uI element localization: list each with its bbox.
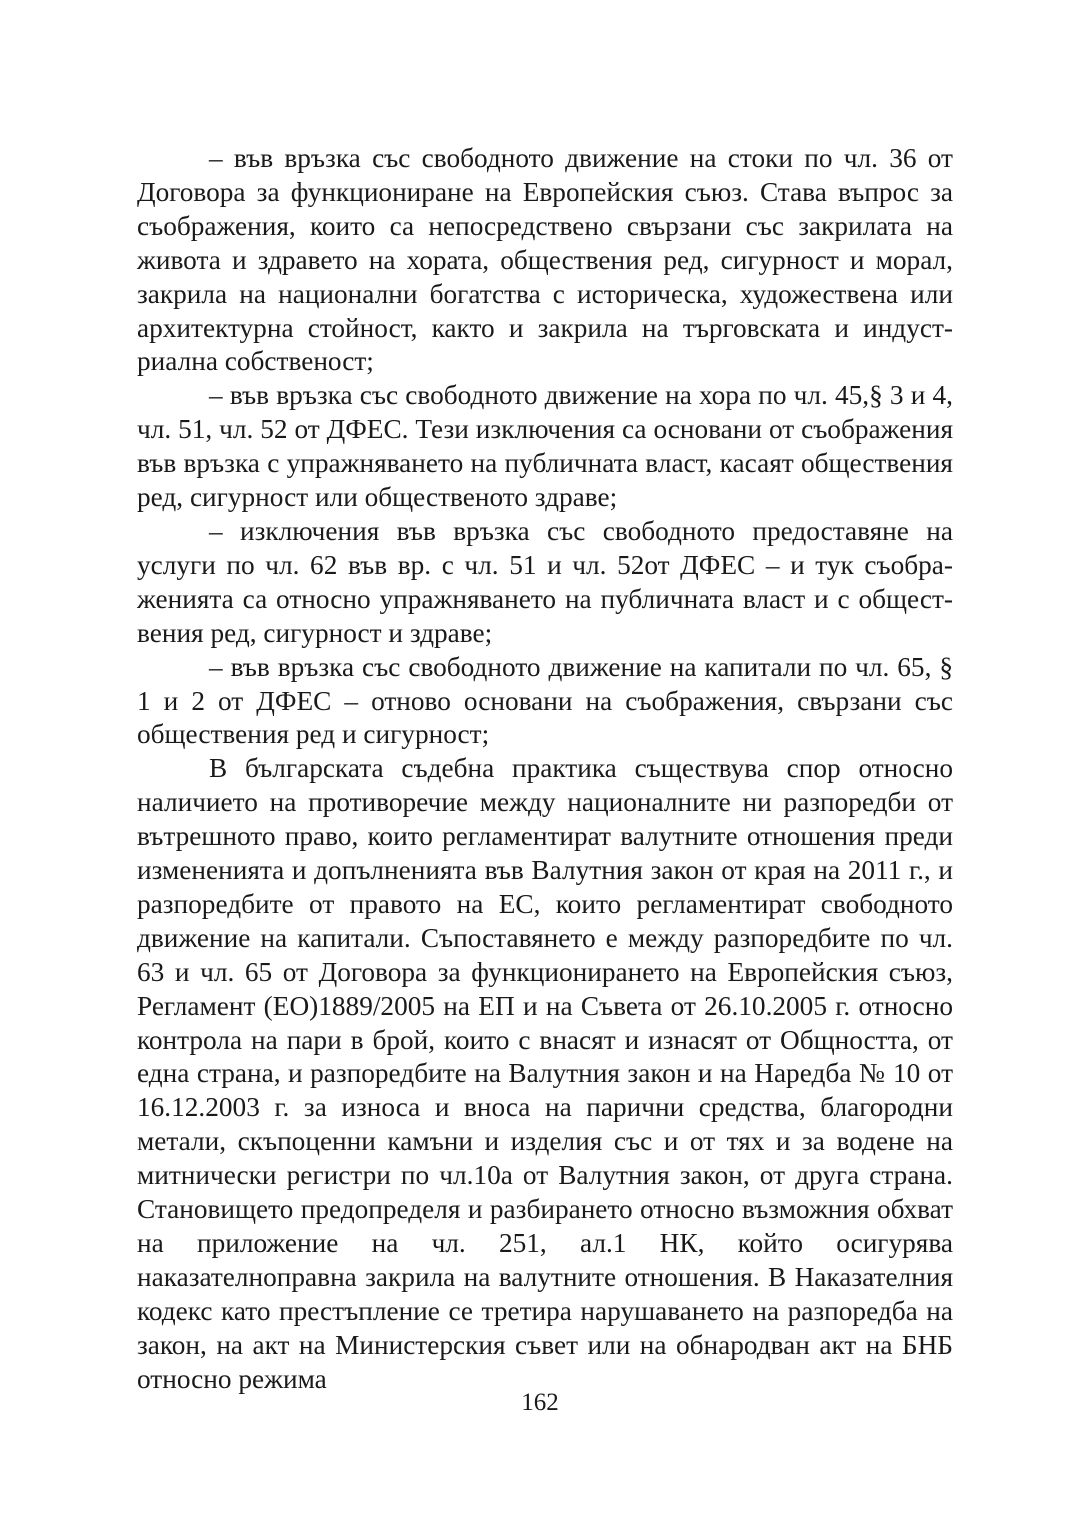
document-body xyxy=(137,142,953,1397)
page-number: 162 xyxy=(521,1389,559,1416)
paragraph-capital: – във връзка със свободното движение на капитали по чл. 65, § 1 и 2 от ДФЕС – отново основани на съображения, свързани със обществения ред и сигурност; xyxy=(137,651,953,750)
paragraph-goods: – във връзка със свободното движение на стоки по чл. 36 от Договора за функциониране на Европейския съюз. Става въпрос за съображения, които са непосредствено свързани със закрилата на живота и здравето на хората, обществения ред, сигурност и морал, закрила на национални богатства с историческа, художествена или архитектурна стойност, както и закрила на търговската и индустриална собственост; xyxy=(137,143,953,377)
paragraph-services: – изключения във връзка със свободното предоставяне на услуги по чл. 62 във вр. с чл. 51 и чл. 52от ДФЕС – и тук съображенията са относно упражняването на публичната власт и с обществения ред, сигурност и здраве; xyxy=(137,515,953,648)
paragraph-case-law: В българската съдебна практика съществува спор относно наличието на противоречие между националните ни разпоредби от вътрешното право, които регламентират валутните отношения преди измененията и допълненията във Валутния закон от края на 2011 г., и разпоредбите от правото на ЕС, които регламентират свободното движение на капитали. Съпоставянето е между разпоредбите по чл. 63 и чл. 65 от Договора за функционирането на Европейския съюз, Регламент (ЕО)1889/2005 на ЕП и на Съвета от 26.10.2005 г. относно контрола на пари в брой, които с внасят и изнасят от Общността, от една страна, и разпоредбите на Валутния закон и на Наредба № 10 от 16.12.2003 г. за износа и вноса на парични средства, благородни метали, скъпоценни камъни и изделия със и от тях и за водене на митнически регистри по чл.10а от Валутния закон, от друга страна. Становището предопределя и разбирането относно възможния обхват на приложение на чл. 251, ал.1 НК, който осигурява наказателноправна закрила на валутните отношения. В Наказателния кодекс като престъпление се третира нарушаването на разпоредба на закон, на акт на Министерския съвет или на обнародван акт на БНБ относно режима xyxy=(137,753,953,1394)
paragraph-persons: – във връзка със свободното движение на хора по чл. 45,§ 3 и 4, чл. 51, чл. 52 от ДФЕС. Тези изключения са основани от съображения във връзка с упражняването на публичната власт, касаят обществения ред, сигурност или общественото здраве; xyxy=(137,380,953,513)
